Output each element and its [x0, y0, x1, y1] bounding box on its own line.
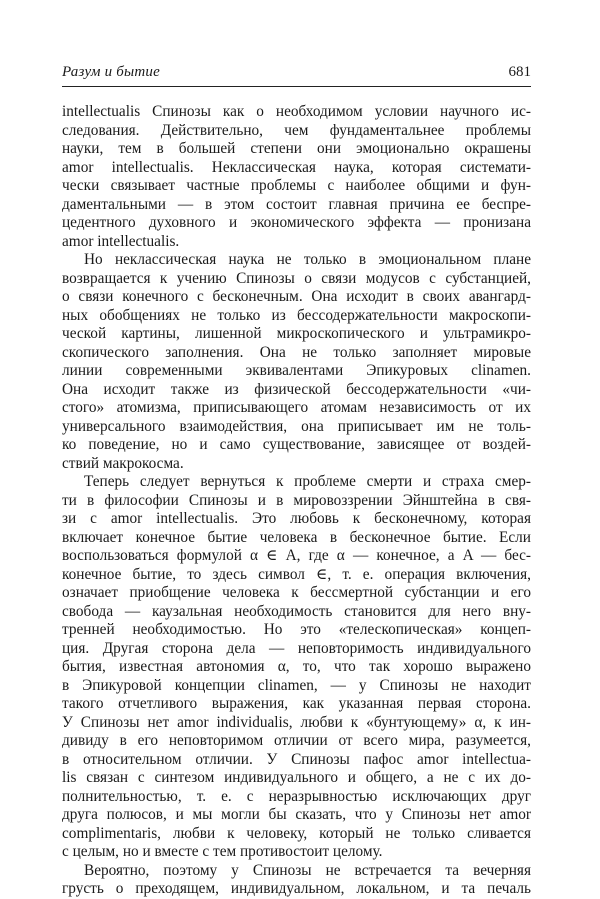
text-line: стого» атомизма, приписывающего атомам независимость от их [62, 399, 531, 416]
text-line: воспользоваться формулой α ∈ A, где α — конечное, а A — бес- [62, 547, 531, 564]
running-head-title: Разум и бытие [62, 64, 160, 80]
text-line: ческой картины, лишенной микроскопического и ультрамикро- [62, 325, 531, 342]
text-line: У Спинозы нет amor individualis, любви к «бунтующему» α, к ин- [62, 713, 531, 731]
text-line: науки, тем в большей степени они эмоционально окрашены [62, 140, 531, 157]
text-line: следования. Действительно, чем фундаментальнее проблемы [62, 121, 531, 139]
text-line: ция. Другая сторона дела — неповторимость индивидуального [62, 639, 531, 657]
body-text [62, 103, 531, 899]
text-line: включает конечное бытие человека в бесконечное бытие. Если [62, 528, 531, 546]
text-line: тренней необходимостью. Но это «телескопическая» концеп- [62, 621, 531, 638]
text-line: Она исходит также из физической бессодержательности «чи- [62, 380, 531, 398]
text-line: ко поведение, но и само существование, зависящее от воздей- [62, 436, 531, 453]
text-line: в Эпикуровой концепции clinamen, — у Спинозы не находит [62, 676, 531, 694]
text-line: ти в философии Спинозы и в мировоззрении Эйнштейна в свя- [62, 491, 531, 509]
text-line: скопического заполнения. Она не только заполняет мировые [62, 343, 531, 361]
text-line: конечное бытие, то здесь символ ∈, т. е. операция включения, [62, 565, 531, 583]
text-line: ствий макрокосма. [62, 454, 184, 472]
text-line: грусть о преходящем, индивидуальном, локальном, и та печаль [62, 880, 531, 897]
text-line: бытия, известная автономия α, то, что так хорошо выражено [62, 658, 531, 675]
text-line: дивиду в его неповторимом отличии от всего мира, разумеется, [62, 732, 531, 749]
text-line: о связи конечного с бесконечным. Она исходит в своих авангард- [62, 288, 531, 305]
text-line: Теперь следует вернуться к проблеме смерти и страха смер- [84, 473, 531, 490]
text-line: такого отчетливого выражения, как указанная первая сторона. [62, 695, 531, 712]
text-line: универсального взаимодействия, она приписывает им не толь- [62, 417, 531, 435]
text-line: amor intellectualis. [62, 232, 180, 250]
text-line: Но неклассическая наука не только в эмоциональном плане [84, 251, 531, 268]
text-line: в относительном отличии. У Спинозы пафос amor intellectua- [62, 750, 531, 768]
text-line: lis связан с синтезом индивидуального и общего, а не с их до- [62, 769, 531, 786]
text-line: зи с amor intellectualis. Это любовь к бесконечному, которая [62, 510, 531, 527]
text-line: complimentaris, любви к человеку, который не только сливается [62, 824, 531, 842]
running-head [62, 64, 531, 87]
text-line: ных обобщениях не только из бессодержательности макроскопи- [62, 306, 531, 324]
text-line: цедентного духовного и экономического эффекта — пронизана [62, 214, 531, 231]
text-line: чески связывает частные проблемы с наиболее общими и фун- [62, 177, 531, 194]
text-line: означает приобщение человека к бессмертной субстанции и его [62, 584, 531, 601]
text-line: линии современными эквивалентами Эпикуровых clinamen. [62, 362, 531, 379]
text-line: полнительностью, т. е. с неразрывностью исключающих друг [62, 787, 531, 805]
text-line: amor intellectualis. Неклассическая наука, которая системати- [62, 158, 531, 176]
text-line: Вероятно, поэтому у Спинозы не встречается та вечерняя [84, 861, 531, 879]
text-line: свобода — каузальная необходимость становится для него вну- [62, 602, 531, 620]
text-line: даментальными — в этом состоит главная причина ее беспре- [62, 195, 531, 213]
text-line: с целым, но и вместе с тем противостоит целому. [62, 843, 383, 860]
text-line: возвращается к учению Спинозы о связи модусов с субстанцией, [62, 269, 531, 287]
text-line: друга полюсов, и мы могли бы сказать, что у Спинозы нет amor [62, 806, 531, 823]
text-line: intellectualis Спинозы как о необходимом условии научного ис- [62, 103, 531, 120]
page-number: 681 [508, 64, 531, 80]
